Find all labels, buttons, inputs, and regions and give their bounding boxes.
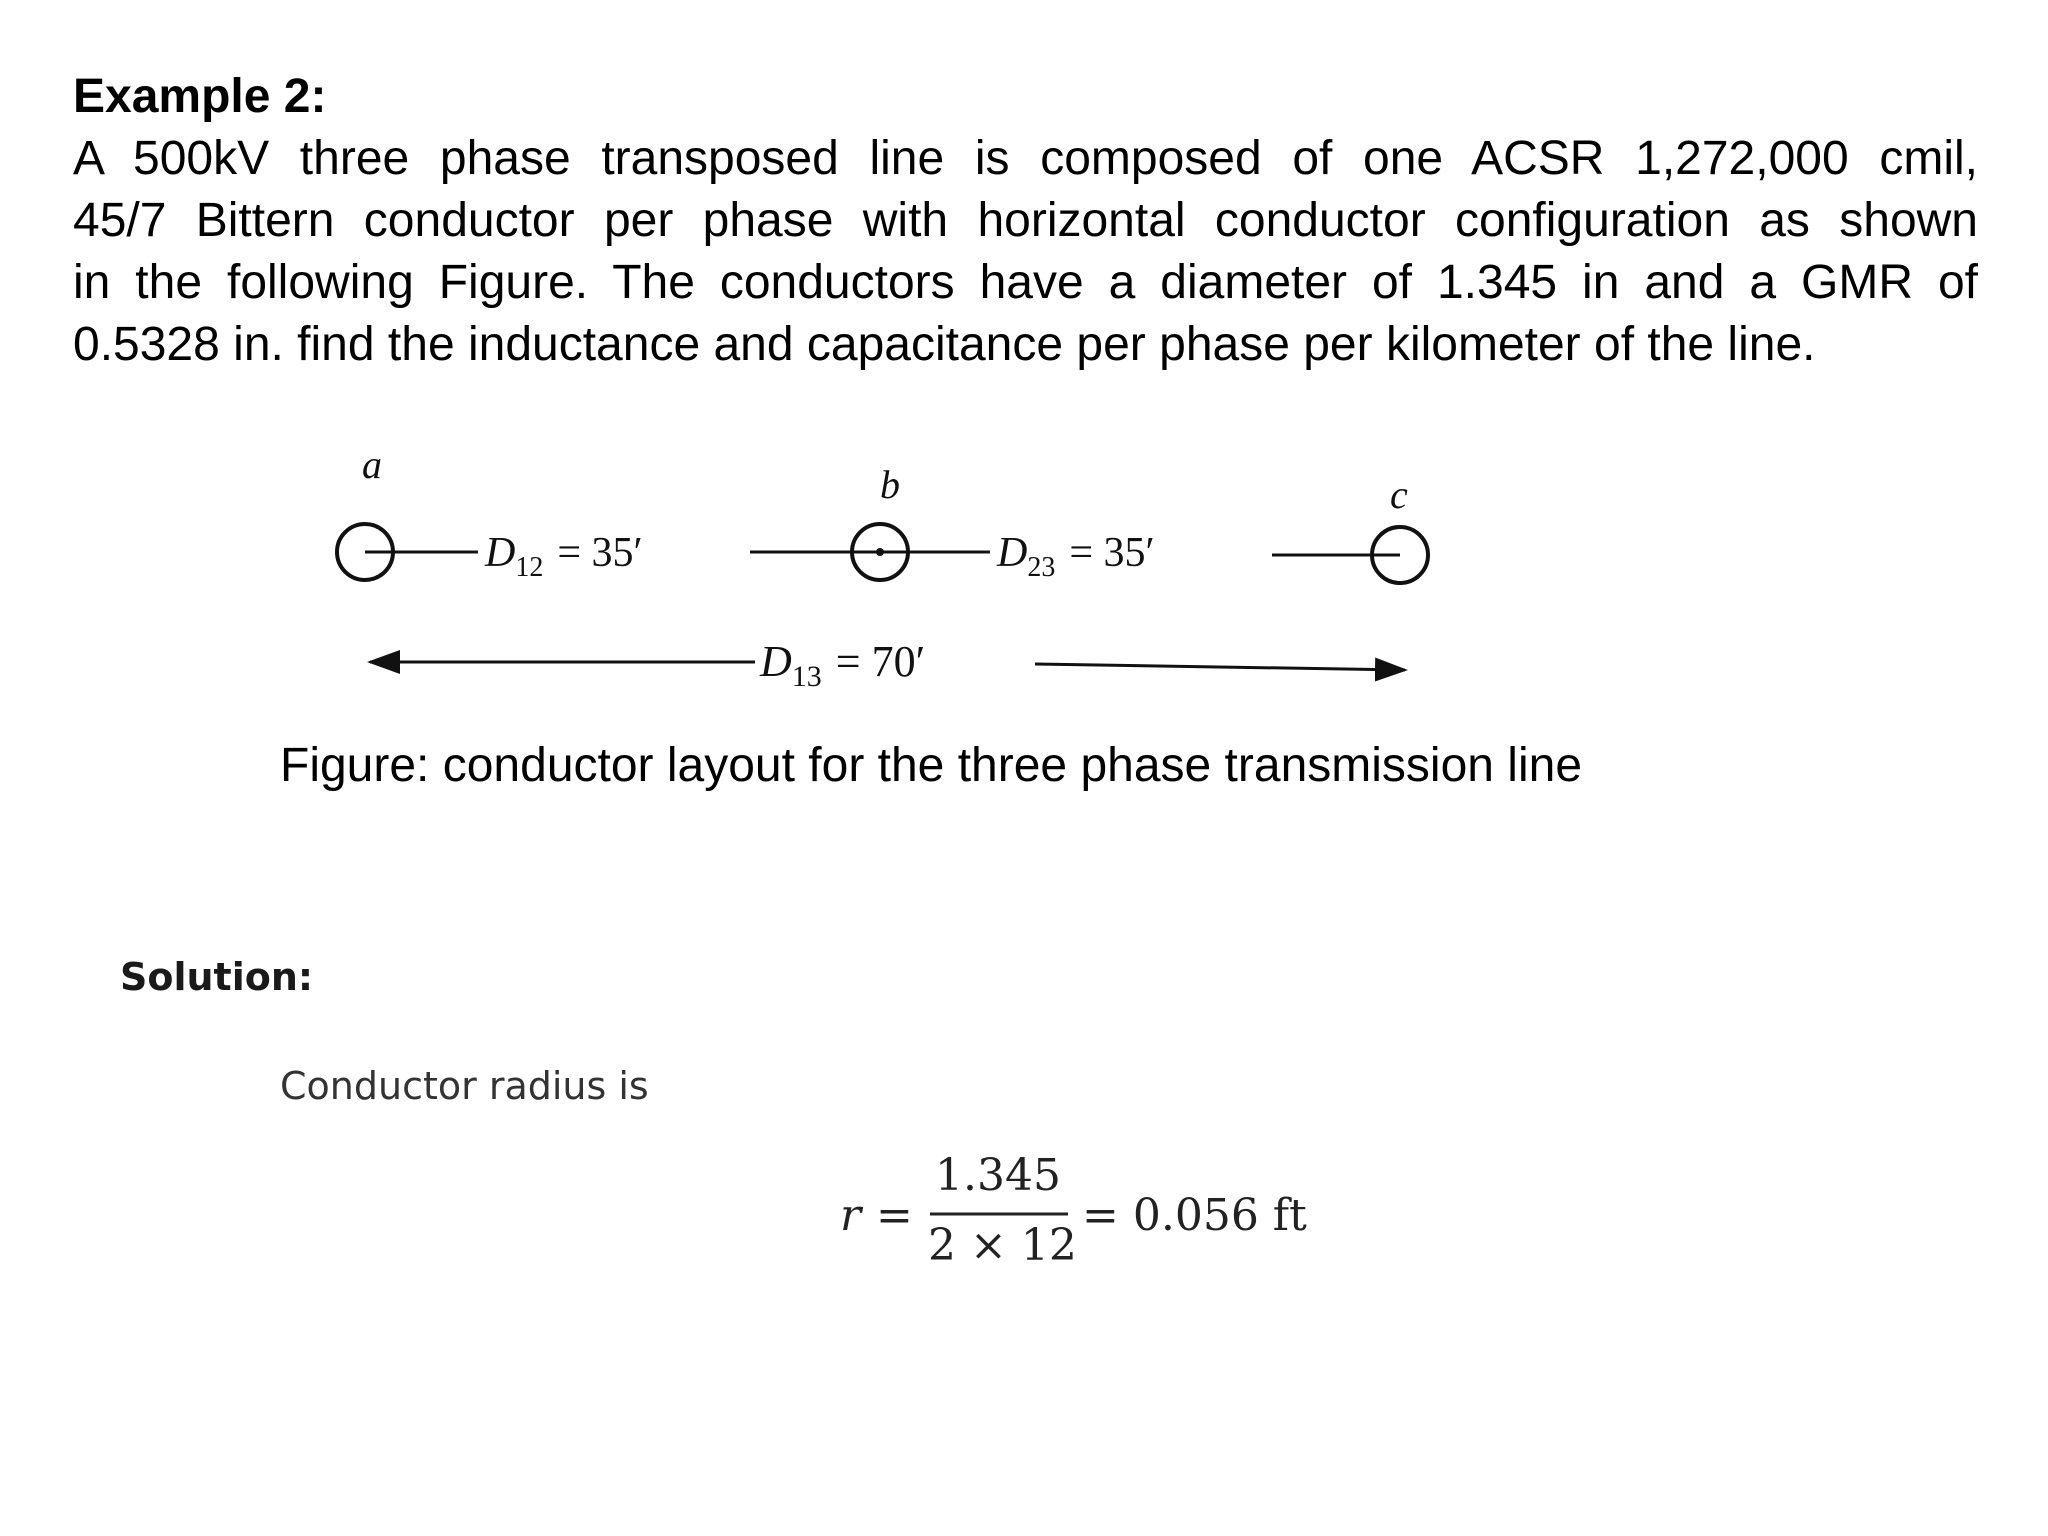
conductor-c	[1372, 527, 1428, 583]
d12-label	[484, 530, 643, 583]
figure-caption: Figure: conductor layout for the three phase transmission line	[280, 739, 1583, 792]
conductor-label-c: c	[1390, 472, 1408, 517]
conductor-label-a: a	[362, 442, 382, 487]
problem-line: 45/7 Bittern conductor per phase with horizontal conductor configuration as shown	[73, 194, 1978, 247]
d13-symbol: D	[760, 637, 792, 686]
d12-symbol: D	[485, 530, 516, 576]
formula-denominator: 2 × 12	[928, 1220, 1077, 1271]
d12-subscript: 12	[515, 552, 544, 583]
formula-numerator: 1.345	[935, 1150, 1061, 1201]
radius-label: Conductor radius is	[280, 1064, 649, 1108]
formula-result: = 0.056 ft	[1082, 1190, 1307, 1241]
d23-label	[996, 530, 1155, 583]
conductor-b	[852, 524, 908, 580]
formula-equals: =	[876, 1190, 913, 1241]
conductor-a	[337, 524, 393, 580]
formula-lhs: r	[840, 1190, 862, 1241]
d13-subscript: 13	[791, 660, 822, 693]
d13-label	[759, 637, 925, 693]
example-heading: Example 2:	[73, 70, 327, 123]
d23-subscript: 23	[1027, 552, 1056, 583]
d13-arrow-right	[1035, 664, 1405, 670]
radius-formula	[820, 1140, 1340, 1290]
problem-line: A 500kV three phase transposed line is composed of one ACSR 1,272,000 cmil,	[73, 132, 1978, 185]
solution-heading: Solution:	[120, 955, 314, 999]
conductor-layout-figure	[300, 430, 1450, 720]
d23-value: = 35′	[1069, 530, 1155, 576]
problem-line: in the following Figure. The conductors have a diameter of 1.345 in and a GMR of	[73, 256, 1978, 309]
conductor-label-b: b	[880, 462, 900, 507]
d23-symbol: D	[997, 530, 1028, 576]
problem-line: 0.5328 in. find the inductance and capacitance per phase per kilometer of the line.	[73, 318, 1816, 371]
d13-value: = 70′	[835, 637, 926, 686]
problem-statement	[73, 128, 1978, 376]
d12-value: = 35′	[557, 530, 643, 576]
